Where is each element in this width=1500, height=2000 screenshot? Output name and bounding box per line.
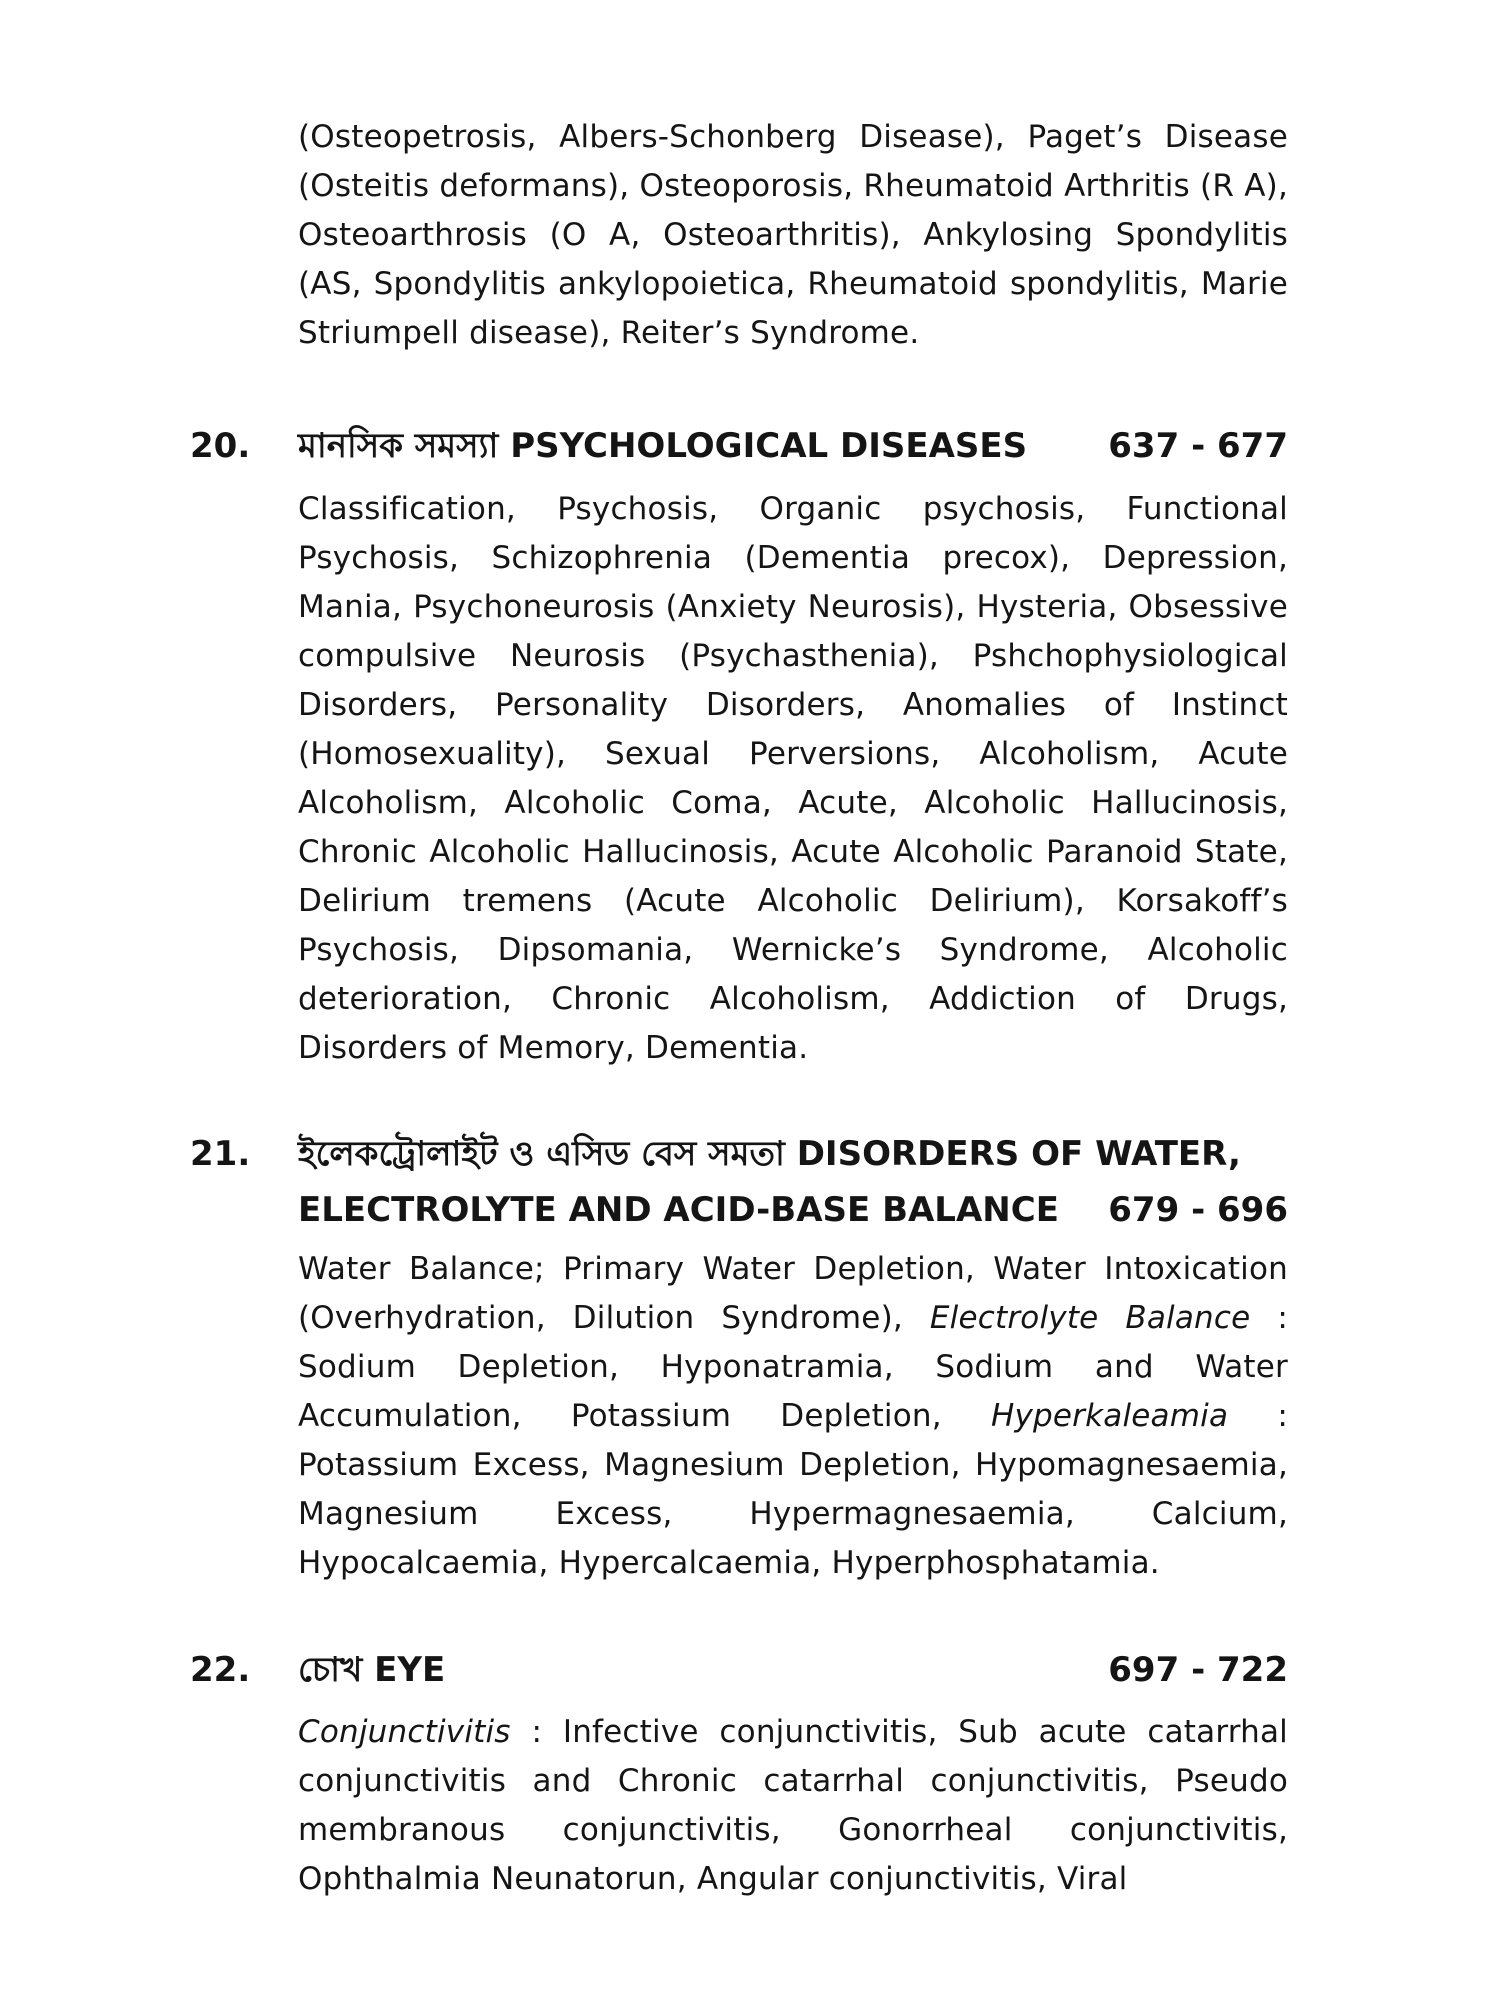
section-21-body	[298, 1245, 1288, 1588]
page-range: 679 - 696	[1108, 1190, 1288, 1230]
italic-term: Conjunctivitis	[298, 1714, 511, 1750]
body-text: : Potassium Excess, Magnesium Depletion, Hypomagnesaemia, Magnesium Excess, Hypermagnesaemia, Calcium, Hypocalcaemia, Hypercalcaemia, Hyperphosphatamia.	[298, 1398, 1288, 1581]
page-range: 697 - 722	[1108, 1650, 1288, 1690]
section-title: চোখ EYE	[298, 1650, 446, 1690]
italic-term: Hyperkaleamia	[990, 1398, 1229, 1434]
intro-paragraph: (Osteopetrosis, Albers-Schonberg Disease), Paget’s Disease (Osteitis deformans), Osteoporosis, Rheumatoid Arthritis (R A), Osteoarthrosis (O A, Osteoarthritis), Ankylosing Spondylitis (AS, Spondylitis ankylopoietica, Rheumatoid spondylitis, Marie Striumpell disease), Reiter’s Syndrome.	[298, 119, 1288, 351]
italic-term: Electrolyte Balance	[929, 1300, 1251, 1336]
body-text: : Infective conjunctivitis, Sub acute catarrhal conjunctivitis and Chronic catarrhal conjunctivitis, Pseudo membranous conjunctivitis, Gonorrheal conjunctivitis, Ophthalmia Neunatorun, Angular conjunctivitis, Viral	[298, 1714, 1288, 1897]
section-title-line1: ইলেকট্রোলাইট ও এসিড বেস সমতা DISORDERS OF WATER,	[298, 1134, 1241, 1174]
section-number: 21.	[190, 1134, 251, 1174]
body-text: Water Balance; Primary Water Depletion, Water Intoxication (Overhydration, Dilution Syndrome),	[298, 1251, 1288, 1336]
section-title-line2: ELECTROLYTE AND ACID-BASE BALANCE	[298, 1190, 1059, 1230]
section-number: 22.	[190, 1650, 251, 1690]
page-range: 637 - 677	[1108, 426, 1288, 466]
section-20-body: Classification, Psychosis, Organic psychosis, Functional Psychosis, Schizophrenia (Dementia precox), Depression, Mania, Psychoneurosis (Anxiety Neurosis), Hysteria, Obsessive compulsive Neurosis (Psychasthenia), Pshchophysiological Disorders, Personality Disorders, Anomalies of Instinct (Homosexuality), Sexual Perversions, Alcoholism, Acute Alcoholism, Alcoholic Coma, Acute, Alcoholic Hallucinosis, Chronic Alcoholic Hallucinosis, Acute Alcoholic Paranoid State, Delirium tremens (Acute Alcoholic Delirium), Korsakoff’s Psychosis, Dipsomania, Wernicke’s Syndrome, Alcoholic deterioration, Chronic Alcoholism, Addiction of Drugs, Disorders of Memory, Dementia.	[298, 491, 1288, 1066]
section-22-body	[298, 1708, 1288, 1904]
section-number: 20.	[190, 426, 251, 466]
body-text: : Sodium Depletion, Hyponatramia, Sodium and Water Accumulation, Potassium Depletion,	[298, 1300, 1288, 1434]
section-title: মানসিক সমস্যা PSYCHOLOGICAL DISEASES	[298, 426, 1028, 466]
